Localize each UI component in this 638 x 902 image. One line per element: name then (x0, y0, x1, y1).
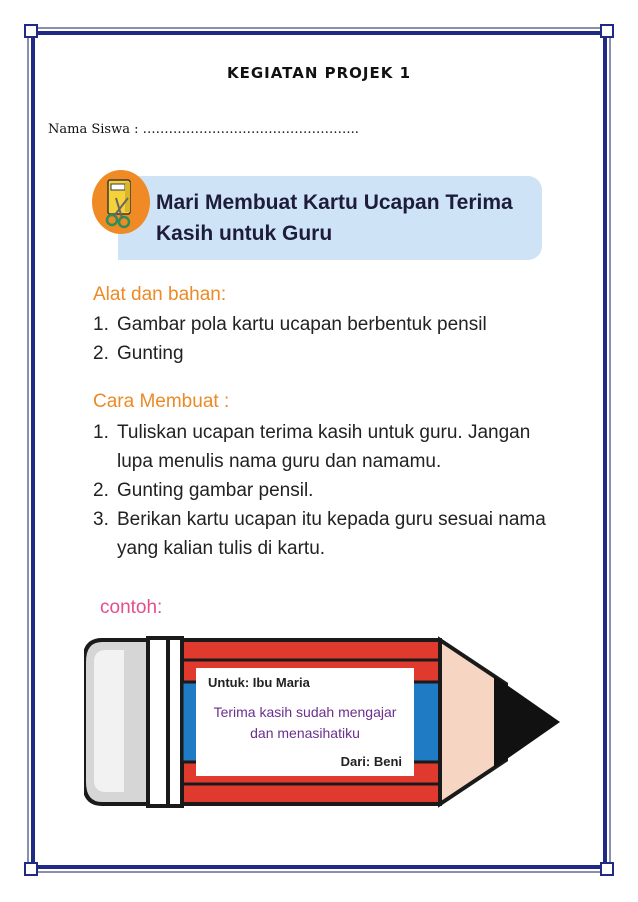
activity-title-line2: Kasih untuk Guru (156, 222, 333, 245)
card-recipient: Untuk: Ibu Maria (208, 675, 310, 690)
pencil-lead (494, 676, 560, 768)
list-number: 3. (93, 509, 109, 530)
list-text: Gambar pola kartu ucapan berbentuk pensil (117, 314, 487, 335)
corner-ornament-top-left (24, 24, 38, 38)
list-text: Berikan kartu ucapan itu kepada guru sesuai nama yang kalian tulis di kartu. (117, 509, 546, 559)
steps-list (93, 418, 553, 563)
page-title: KEGIATAN PROJEK 1 (226, 64, 412, 82)
list-text: Tuliskan ucapan terima kasih untuk guru. Jangan lupa menulis nama guru dan namamu. (117, 422, 531, 472)
list-item (93, 339, 553, 368)
corner-ornament-bottom-left (24, 862, 38, 876)
pencil-ferrule-band (168, 638, 182, 806)
card-message-line2: dan menasihatiku (250, 725, 360, 741)
pencil-ferrule-band (148, 638, 168, 806)
activity-title (156, 187, 536, 249)
student-name-field: Nama Siswa : ………………………………………….. (48, 122, 359, 137)
list-number: 2. (93, 343, 109, 364)
corner-ornament-top-right (600, 24, 614, 38)
list-item (93, 476, 553, 505)
list-item (93, 418, 553, 476)
list-item (93, 505, 553, 563)
list-text: Gunting (117, 343, 184, 364)
greeting-card (196, 668, 414, 776)
list-number: 1. (93, 314, 109, 335)
list-number: 2. (93, 480, 109, 501)
steps-heading: Cara Membuat : (93, 391, 230, 412)
card-message-line1: Terima kasih sudah mengajar (213, 704, 397, 720)
activity-title-line1: Mari Membuat Kartu Ucapan Terima (156, 191, 513, 214)
list-number: 1. (93, 422, 109, 443)
card-sender: Dari: Beni (340, 754, 402, 769)
list-text: Gunting gambar pensil. (117, 480, 314, 501)
materials-list (93, 310, 553, 368)
eraser-highlight (94, 650, 124, 792)
scissors-book-icon (92, 170, 150, 234)
list-item (93, 310, 553, 339)
example-label: contoh: (100, 597, 163, 618)
corner-ornament-bottom-right (600, 862, 614, 876)
materials-heading: Alat dan bahan: (93, 284, 227, 305)
card-message (196, 702, 414, 744)
